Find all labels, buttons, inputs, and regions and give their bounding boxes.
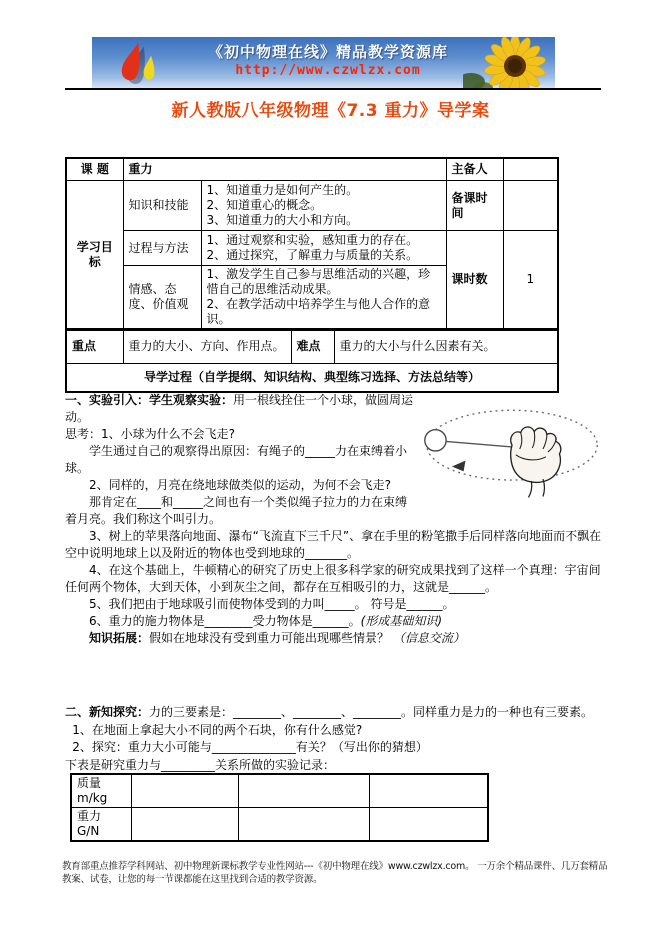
objective-line: 2、知道重心的概念。 bbox=[206, 198, 323, 212]
objective-category: 过程与方法 bbox=[123, 231, 201, 266]
text-line: 学生通过自己的观察得出原因：有绳子的_____力在束缚着小球。 bbox=[65, 444, 408, 475]
text-line: 2、同样的，月亮在绕地球做类似的运动，为何不会飞走? bbox=[89, 478, 392, 492]
intro-heading-bold: 一、实验引入：学生观察实验： bbox=[65, 393, 234, 407]
objective-category: 情感、态度、价值观 bbox=[123, 266, 201, 330]
key-point-value: 重力的大小、方向、作用点。 bbox=[123, 330, 291, 363]
empty-cell bbox=[131, 808, 238, 842]
note-italic: （信息交流） bbox=[392, 631, 465, 645]
difficulty-label: 难点 bbox=[291, 330, 334, 363]
site-url-link[interactable]: http://www.czwlzx.com bbox=[235, 63, 421, 78]
text-line: 1、在地面上拿起大小不同的两个石块，你有什么感觉? bbox=[72, 722, 363, 737]
prep-time-value-cell bbox=[503, 181, 558, 231]
key-point-label: 重点 bbox=[66, 330, 123, 363]
empty-cell bbox=[238, 808, 369, 842]
text-line: 下表是研究重力与_________关系所做的实验记录： bbox=[65, 757, 336, 772]
expansion-text: 假如在地球没有受到重力可能出现哪些情景？ bbox=[149, 631, 390, 645]
think-question: 思考：1、小球为什么不会飞走? bbox=[65, 427, 236, 441]
section2-heading bbox=[65, 704, 653, 722]
page-title: 新人教版八年级物理《7.3 重力》导学案 bbox=[171, 101, 490, 121]
empty-cell bbox=[131, 774, 238, 808]
objective-line: 1、通过观察和实验，感知重力的存在。 bbox=[206, 233, 419, 247]
periods-label: 课时数 bbox=[446, 231, 503, 330]
section-new-knowledge bbox=[65, 704, 653, 774]
experiment-record-table bbox=[70, 773, 487, 842]
periods-value: 1 bbox=[503, 231, 558, 330]
text-line: 5、我们把由于地球吸引而使物体受到的力叫_____。 符号是______。 bbox=[89, 597, 455, 611]
prep-time-label: 备课时间 bbox=[446, 181, 503, 231]
objective-line: 1、激发学生自己参与思维活动的兴趣，珍惜自己的思维活动成果。 bbox=[206, 267, 431, 296]
difficulty-value: 重力的大小与什么因素有关。 bbox=[334, 330, 558, 363]
divider-line bbox=[65, 88, 601, 90]
objective-content bbox=[201, 266, 446, 330]
text-line bbox=[65, 613, 605, 630]
master-label: 主备人 bbox=[446, 158, 503, 181]
flame-logo-icon bbox=[108, 41, 174, 85]
objective-line: 1、知道重力是如何产生的。 bbox=[206, 183, 359, 197]
footer-text: 教育部重点推荐学科网站、初中物理新课标教学专业性网站---《初中物理在线》www.czwlzx.com。 一万余个精品课件、几万套精品教案、试卷，让您的每一节课都能在这里找到合适的教学资源。 bbox=[62, 861, 608, 885]
objectives-label: 学习目标 bbox=[66, 181, 123, 330]
knowledge-expansion bbox=[65, 630, 605, 647]
banner-text bbox=[178, 41, 478, 78]
section2-heading-bold: 二、新知探究： bbox=[65, 705, 150, 719]
empty-cell bbox=[369, 774, 488, 808]
section-experiment-intro bbox=[65, 392, 605, 647]
site-banner bbox=[92, 37, 555, 88]
objective-line: 2、通过探究，了解重力与质量的关系。 bbox=[206, 248, 419, 262]
text-line: 2、探究：重力大小可能与______________有关？（写出你的猜想） bbox=[72, 740, 428, 754]
objective-category: 知识和技能 bbox=[123, 181, 201, 231]
section2-heading-rest: 力的三要素是：________、________、________。同样重力是力的一种也有三要素。 bbox=[149, 705, 594, 719]
intro-heading-rest: 用一根线拴住一个小球，做圆周运动。 bbox=[65, 393, 414, 424]
sunflower-icon bbox=[463, 37, 555, 88]
objective-content bbox=[201, 181, 446, 231]
lesson-info-table bbox=[65, 157, 559, 393]
mass-row-label: 质量 m/kg bbox=[71, 774, 131, 808]
text-line: 那肯定在____和_____之间也有一个类似绳子拉力的力在束缚着月亮。我们称这个叫引力。 bbox=[65, 495, 408, 526]
site-title: 《初中物理在线》精品教学资源库 bbox=[207, 43, 448, 61]
expansion-label: 知识拓展： bbox=[89, 631, 150, 645]
empty-cell bbox=[369, 808, 488, 842]
topic-label: 课 题 bbox=[66, 158, 123, 181]
text-line: 4、在这个基础上，牛顿精心的研究了历史上很多科学家的研究成果找到了这样一个真理：宇宙间任何两个物体，大到天体，小到灰尘之间，都存在互相吸引的力，这就是______。 bbox=[65, 563, 601, 594]
text-line: 3、树上的苹果落向地面、瀑布“飞流直下三千尺”、拿在手里的粉笔撒手后同样落向地面而不飘在空中说明地球上以及附近的物体也受到地球的_______。 bbox=[65, 529, 602, 560]
gravity-row-label: 重力 G/N bbox=[71, 808, 131, 842]
blank-question: 6、重力的施力物体是________受力物体是______。 bbox=[89, 614, 361, 628]
empty-cell bbox=[238, 774, 369, 808]
circular-motion-illustration bbox=[419, 398, 605, 502]
master-value-cell bbox=[503, 158, 558, 181]
note-italic: (形成基础知识) bbox=[360, 614, 443, 628]
process-header: 导学过程（自学提纲、知识结构、典型练习选择、方法总结等） bbox=[66, 363, 558, 392]
objective-content bbox=[201, 231, 446, 266]
topic-value: 重力 bbox=[123, 158, 446, 181]
objective-line: 3、知道重力的大小和方向。 bbox=[206, 213, 359, 227]
objective-line: 2、在教学活动中培养学生与他人合作的意识。 bbox=[206, 297, 431, 326]
